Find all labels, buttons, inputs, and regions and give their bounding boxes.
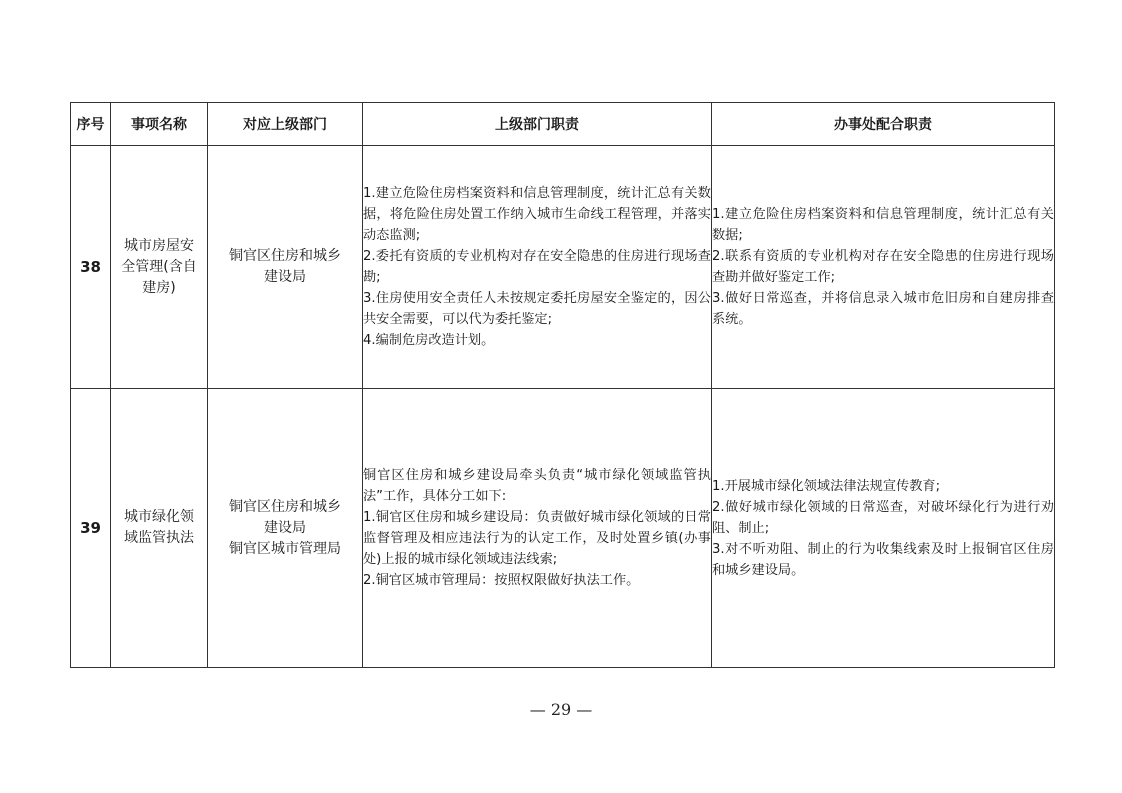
item-name-line: 城市绿化领	[124, 509, 194, 525]
duty-item: 4.编制危房改造计划。	[363, 333, 495, 348]
row-office-duty	[712, 389, 1055, 668]
duty-item: 铜官区住房和城乡建设局牵头负责“城市绿化领域监管执法”工作，具体分工如下:	[363, 468, 711, 504]
header-office: 办事处配合职责	[712, 103, 1055, 146]
item-name-line: 全管理(含自	[121, 258, 197, 275]
office-duty-item: 1.开展城市绿化领域法律法规宣传教育;	[712, 478, 941, 494]
duty-table	[70, 102, 1055, 668]
duty-item: 2.委托有资质的专业机构对存在安全隐患的住房进行现场查勘;	[363, 249, 711, 285]
row-dept	[208, 146, 363, 389]
row-num: 38	[71, 146, 111, 389]
item-name-line: 建房)	[142, 279, 176, 296]
row-item-name	[111, 146, 208, 389]
header-duty: 上级部门职责	[363, 103, 712, 146]
row-item-name	[111, 389, 208, 668]
duty-item: 2.铜官区城市管理局：按照权限做好执法工作。	[363, 573, 640, 588]
office-duty-item: 2.联系有资质的专业机构对存在安全隐患的住房进行现场查勘并做好鉴定工作;	[712, 249, 1054, 285]
row-duty	[363, 389, 712, 668]
duty-item: 1.铜官区住房和城乡建设局：负责做好城市绿化领域的日常监督管理及相应违法行为的认定工作，及时处置乡镇(办事处)上报的城市绿化领域违法线索;	[363, 510, 711, 567]
row-office-duty	[712, 146, 1055, 389]
office-duty-item: 3.做好日常巡查，并将信息录入城市危旧房和自建房排查系统。	[712, 291, 1054, 327]
duty-item: 1.建立危险住房档案资料和信息管理制度，统计汇总有关数据，将危险住房处置工作纳入城市生命线工程管理，并落实动态监测;	[363, 186, 711, 243]
header-dept: 对应上级部门	[208, 103, 363, 146]
row-num: 39	[71, 389, 111, 668]
item-name-line: 域监管执法	[124, 530, 194, 546]
table-row	[71, 389, 1055, 668]
header-num: 序号	[71, 103, 111, 146]
dept-line: 铜官区城市管理局	[229, 540, 341, 557]
row-dept	[208, 389, 363, 668]
dept-line: 建设局	[264, 269, 306, 285]
dept-line: 铜官区住房和城乡	[229, 498, 341, 515]
dept-line: 建设局	[264, 519, 306, 536]
item-name-line: 城市房屋安	[124, 237, 194, 254]
header-name: 事项名称	[111, 103, 208, 146]
office-duty-item: 1.建立危险住房档案资料和信息管理制度，统计汇总有关数据;	[712, 207, 1054, 243]
row-duty	[363, 146, 712, 389]
table-row	[71, 146, 1055, 389]
dept-line: 铜官区住房和城乡	[229, 248, 341, 264]
duty-item: 3.住房使用安全责任人未按规定委托房屋安全鉴定的，因公共安全需要，可以代为委托鉴定;	[363, 291, 711, 327]
office-duty-item: 2.做好城市绿化领域的日常巡查，对破坏绿化行为进行劝阻、制止;	[712, 499, 1054, 536]
office-duty-item: 3.对不听劝阻、制止的行为收集线索及时上报铜官区住房和城乡建设局。	[712, 541, 1054, 578]
table-header-row	[71, 103, 1055, 146]
page-number: — 29 —	[529, 700, 593, 719]
